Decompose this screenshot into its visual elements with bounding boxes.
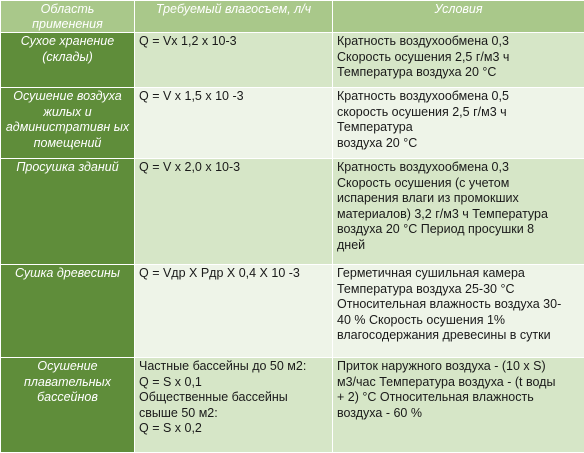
header-moisture-removal: Требуемый влагосъем, л/ч [135,1,333,33]
area-cell: Осушение воздуха жилых и административн ых помещений [1,88,135,159]
formula-line: Q = S x 0,2 [139,421,328,437]
formula-line: Q = V x 1,5 x 10 -3 [139,89,328,105]
conditions-cell [333,358,584,453]
condition-line: Скорость осушения 2,5 г/м3 ч [337,50,580,66]
formula-cell [135,265,333,358]
formula-cell [135,159,333,265]
table-row [1,33,584,88]
condition-line: + 2) °С Относительная влажность [337,390,580,406]
header-conditions: Условия [333,1,584,33]
condition-line: влагосодержания древесины в сутки [337,328,580,344]
header-row [1,1,584,33]
condition-line: Приток наружного воздуха - (10 x S) [337,359,580,375]
table-row [1,358,584,453]
area-cell: Сухое хранение (склады) [1,33,135,88]
formula-cell [135,33,333,88]
table-row [1,265,584,358]
condition-line: воздуха 20 °С [337,136,580,152]
formula-line: Q = Vx 1,2 x 10-3 [139,34,328,50]
conditions-cell [333,88,584,159]
formula-line: Q = Vдр X Pдр X 0,4 X 10 -3 [139,266,328,282]
condition-line: Относительная влажность воздуха 30- [337,297,580,313]
formula-line: Q = V x 2,0 x 10-3 [139,160,328,176]
condition-line: 40 % Скорость осушения 1% [337,313,580,329]
condition-line: Температура воздуха 25-30 °С [337,282,580,298]
area-cell: Сушка древесины [1,265,135,358]
header-area: Область применения [1,1,135,33]
condition-line: воздуха - 60 % [337,406,580,422]
formula-line: Q = S x 0,1 [139,375,328,391]
condition-line: Кратность воздухообмена 0,3 [337,160,580,176]
condition-line: Температура воздуха 20 °С [337,65,580,81]
table-row [1,159,584,265]
condition-line: материалов) 3,2 г/м3 ч Температура [337,207,580,223]
formula-line: свыше 50 м2: [139,406,328,422]
condition-line: м3/час Температура воздуха - (t воды [337,375,580,391]
conditions-cell [333,265,584,358]
condition-line: дней [337,238,580,254]
condition-line: Скорость осушения (с учетом [337,176,580,192]
formula-line: Частные бассейны до 50 м2: [139,359,328,375]
condition-line: воздуха 20 °С Период просушки 8 [337,222,580,238]
conditions-cell [333,159,584,265]
condition-line: Кратность воздухообмена 0,5 [337,89,580,105]
formula-line: Общественные бассейны [139,390,328,406]
area-cell: Просушка зданий [1,159,135,265]
condition-line: Кратность воздухообмена 0,3 [337,34,580,50]
formula-cell [135,358,333,453]
condition-line: скорость осушения 2,5 г/м3 ч Температура [337,105,580,136]
area-cell: Осушение плавательных бассейнов [1,358,135,453]
formula-cell [135,88,333,159]
condition-line: испарения влаги из промокших [337,191,580,207]
table-row [1,88,584,159]
condition-line: Герметичная сушильная камера [337,266,580,282]
conditions-cell [333,33,584,88]
